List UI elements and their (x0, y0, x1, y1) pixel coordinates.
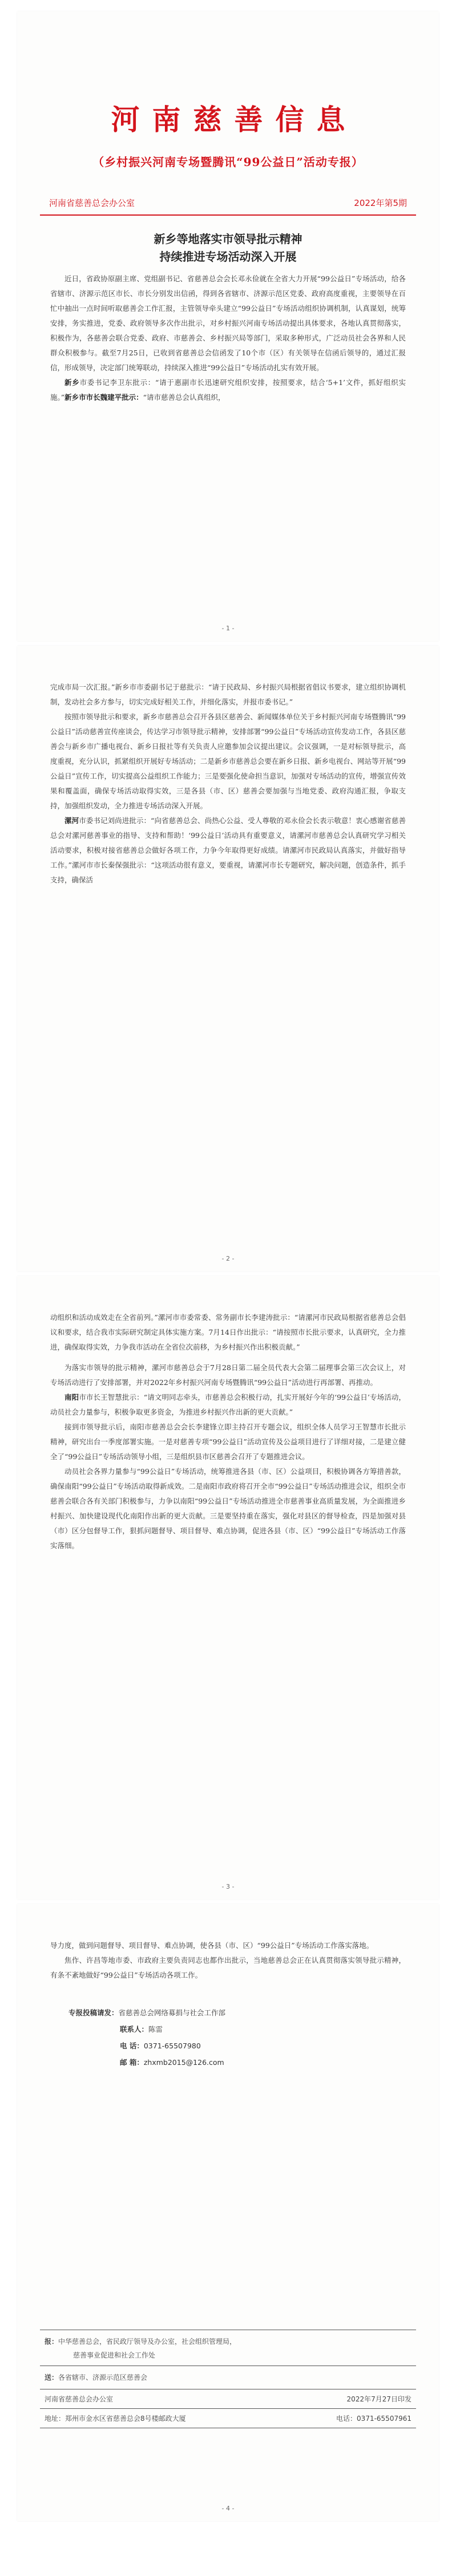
address-line (40, 2409, 416, 2428)
page-number: - 2 - (221, 1255, 235, 1262)
footer-date: 2022年7月27日印发 (346, 2395, 411, 2403)
article-body-page-4 (50, 1938, 406, 1983)
paragraph: 接到市领导批示后，南阳市慈善总会会长李建锋立即主持召开专题会议，组织全体人员学习王智慧市长批示精神，研究出台一季度部署实施。一是对慈善专项“99公益日”活动宣传及公益项目进行了详细对接，二是建立健全了“99公益日”专场活动领导小组，三是组织县市区慈善会召开了专题推进会议。 (50, 1423, 406, 1461)
paragraph: 动组织和活动成效走在全省前列。”漯河市市委常委、常务副市长李建涛批示：“请漯河市民政局根据省慈善总会倡议和要求，结合我市实际研究制定具体实施方案。7月14日作出批示：“请按照市长批示要求，认真研究，全力推进，确保取得实效，力争我市活动在全省位次前移，为乡村振兴作出积极贡献。” (50, 1313, 406, 1351)
contact-block (68, 2004, 439, 2071)
issue-number: 2022年第5期 (354, 198, 407, 208)
issue-meta (49, 197, 407, 209)
report-to-cont: 慈善事业促进和社会工作处 (73, 2351, 156, 2359)
page-number: - 3 - (221, 1883, 235, 1890)
contact-submit: 专报投稿请发：省慈善总会网络募捐与社会工作部 (68, 2008, 226, 2017)
red-divider (40, 214, 416, 216)
footer-org: 河南省慈善总会办公室 (45, 2395, 114, 2403)
footer-address: 地址：郑州市金水区省慈善总会8号楼邮政大厦 (45, 2415, 186, 2423)
city-name: 南阳 (64, 1393, 79, 1402)
article-body-page-3 (50, 1310, 406, 1553)
page-2 (17, 646, 439, 1271)
page-1 (17, 11, 439, 641)
paragraph: 完成市局一次汇报。”新乡市市委副书记于慈批示：“请于民政局、乡村振兴局根据省倡议书要求，建立组织协调机制，发动社会多方参与，切实完成好相关工作，并细化落实，并报市委书记。” (50, 683, 406, 706)
page-number: - 1 - (221, 625, 235, 632)
contact-person: 联系人：陈雷 (120, 2025, 163, 2034)
city-name: 漯河 (64, 816, 79, 825)
paragraph: 焦作、许昌等地市委、市政府主要负责同志也都作出批示，当地慈善总会正在认真贯彻落实领导批示精神，有条不紊地做好“99公益日”专场活动各项工作。 (50, 1956, 406, 1979)
copy-to: 送：各省辖市、济源示范区慈善会 (45, 2374, 148, 2381)
masthead (17, 11, 439, 169)
article-headline (17, 230, 439, 266)
email-link[interactable]: zhxmb2015@126.com (143, 2058, 224, 2067)
masthead-title: 河南慈善信息 (111, 103, 358, 136)
issuing-org: 河南省慈善总会办公室 (49, 198, 135, 208)
page-4 (17, 1904, 439, 2521)
contact-email: 邮 箱：zhxmb2015@126.com (120, 2058, 224, 2067)
paragraph: 按照市领导批示和要求，新乡市慈善总会召开各县区慈善会、新闻媒体单位关于乡村振兴河南专场暨腾讯“99公益日”活动慈善宣传座谈会，传达学习市领导批示精神，安排部署“99公益日”专场活动宣传发动工作，各县区慈善会与新乡市广播电视台、新乡日报社等有关负责人应邀参加会议提出建议。会议强调，一是对标领导批示，高度重视，充分认识，抓紧组织开展好专场活动；二是新乡市慈善总会要在新乡日报、新乡电视台、网站等开展“99公益日”宣传工作，切实提高公益组织工作能力；三是要强化使命担当意识，加强对专场活动的宣传，增强宣传效果和覆盖面，确保专场活动取得实效，三是各县（市、区）慈善会要加强与当地党委、政府沟通汇报，争取支持，加强组织发动，全力推进专场活动深入开展。 (50, 712, 406, 810)
headline-line-2: 持续推进专场活动深入开展 (159, 250, 297, 264)
page-number: - 4 - (221, 2505, 235, 2512)
paragraph: 近日，省政协原副主席、党组副书记、省慈善总会会长邓永俭就在全省大力开展“99公益日”专场活动，给各省辖市、济源示范区市长、市长分别发出信函，得到各省辖市、济源示范区党委、政府高度重视，主要领导在百忙中抽出一点时间听取慈善会工作汇报，主管领导牵头建立“99公益日”专场活动组织协调机制，认真谋划，统筹安排，务实推进，党委、政府领导多次作出批示，对乡村振兴河南专场活动提出具体要求，各地认真贯彻落实，积极作为，各慈善会联合党委、政府、市慈善会、乡村振兴局等部门，采取多种形式，广泛动员社会各界和人民群众积极参与。截至7月25日，已收到省慈善总会信函发了10个市（区）有关领导在信函后领导的，通过汇报信，形成领导，决定部门统筹联动，持续深入推进“99公益日”专场活动扎实有效开展。 (50, 274, 406, 372)
page-3 (17, 1276, 439, 1899)
paragraph: 南阳市市长王智慧批示：“请文明同志牵头，市慈善总会积极行动，扎实开展好今年的‘99公益日’专场活动，动员社会力量参与，积极争取更多资金，为推进乡村振兴作出新的更大贡献。” (50, 1393, 406, 1416)
footer-phone: 电话：0371-65507961 (336, 2415, 411, 2423)
article-body-page-2 (50, 680, 406, 888)
paragraph: 漯河市委书记刘尚进批示：“向省慈善总会、尚热心公益、受人尊敬的邓永俭会长表示敬意！衷心感谢省慈善总会对漯河慈善事业的指导、支持和帮助！‘99公益日’活动具有重要意义，请漯河市慈善总会认真研究学习相关活动要求，积极对接省慈善总会做好各项工作，力争今年取得更好成绩。请漯河市民政局认真落实，并做好指导工作。”漯河市市长秦保强批示：“这项活动很有意义，要重视，请漯河市长专题研究，解决问题，创造条件，抓手支持，确保活 (50, 816, 406, 884)
paragraph: 为落实市领导的批示精神，漯河市慈善总会于7月28日第二届全员代表大会第二届理事会第三次会议上，对专场活动进行了安排部署，并对2022年乡村振兴河南专场暨腾讯“99公益日”活动进行再部署、再推动。 (50, 1363, 406, 1387)
headline-line-1: 新乡等地落实市领导批示精神 (154, 232, 302, 246)
contact-phone: 电 话：0371-65507980 (120, 2042, 201, 2050)
paragraph: 导力度，做到问题督导、项目督导、难点协调，使各县（市、区）“99公益日”专场活动工作落实落地。 (50, 1941, 374, 1950)
distribution-footer (40, 2330, 416, 2428)
paragraph: 新乡市委书记李卫东批示：“请于惠副市长迅速研究组织安排，按照要求，结合‘5+1’文件，抓好组织实施。”新乡市市长魏建平批示：“请市慈善总会认真组织， (50, 378, 406, 402)
article-body-page-1 (50, 272, 406, 405)
city-name: 新乡 (64, 378, 80, 387)
masthead-subtitle: （乡村振兴河南专场暨腾讯“99公益日”活动专报） (92, 155, 364, 169)
issue-line (40, 2389, 416, 2408)
paragraph: 动员社会各界力量参与“99公益日”专场活动，统筹推进各县（市、区）公益项目，积极协调各方筹措善款，确保南阳“99公益日”专场活动取得新成效。二是南阳市政府将召开全市“99公益日”专场活动推进会议，组织全市慈善会联合各有关部门积极参与，力争以南阳“99公益日”专场活动推进全市慈善事业高质量发展，为全面推进乡村振兴、加快建设现代化南阳作出新的更大贡献。三是要坚持重在落实，强化对县区的督导检查，四是加强对县（市）区分包督导工作，狠抓问题督导、项目督导、难点协调，促进各县（市、区）“99公益日”专场活动工作落实落细。 (50, 1467, 406, 1550)
report-to: 报：中华慈善总会，省民政厅领导及办公室，社会组织管理局， (45, 2338, 237, 2346)
